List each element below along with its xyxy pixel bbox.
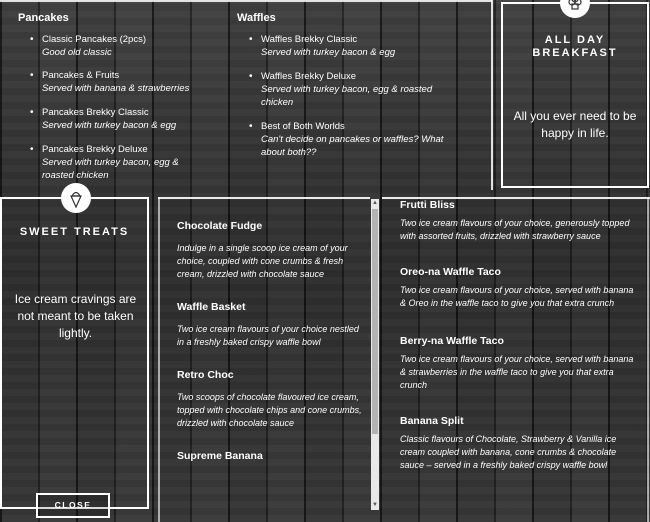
item-name: Supreme Banana bbox=[177, 450, 263, 462]
waffles-list bbox=[249, 33, 459, 170]
item-desc: Served with turkey bacon & egg bbox=[261, 47, 396, 58]
item-desc: Good old classic bbox=[42, 47, 112, 58]
divider bbox=[647, 197, 649, 522]
item-desc: Two ice cream flavours of your choice nestled in a freshly baked crispy waffle bowl bbox=[177, 324, 359, 347]
item-desc: Classic flavours of Chocolate, Strawberry & Vanilla ice cream coupled with banana, cone crumbs & chocolate sauce – served in a freshly baked crispy waffle bowl bbox=[400, 434, 617, 470]
item-name: • Waffles Brekky Deluxe bbox=[261, 71, 357, 82]
pancakes-heading: Pancakes bbox=[18, 12, 69, 24]
item-desc: Served with turkey bacon, egg & roasted chicken bbox=[42, 157, 179, 181]
divider bbox=[158, 197, 370, 199]
divider bbox=[0, 0, 492, 2]
list-item bbox=[400, 265, 640, 310]
list-item bbox=[400, 198, 640, 243]
item-desc: Two ice cream flavours of your choice, served with banana & Oreo in the waffle taco to give you that extra crunch bbox=[400, 285, 634, 308]
item-name: Banana Split bbox=[400, 415, 464, 427]
treats-list-right bbox=[400, 198, 640, 491]
scroll-down-arrow-icon[interactable]: ▼ bbox=[372, 502, 378, 508]
item-desc: Indulge in a single scoop ice cream of your choice, coupled with cone crumbs & fresh cream, drizzled with chocolate sauce bbox=[177, 243, 348, 279]
item-name: Retro Choc bbox=[177, 369, 234, 381]
sweet-panel-title: SWEET TREATS bbox=[19, 226, 130, 238]
item-name: Waffle Basket bbox=[177, 301, 246, 313]
list-item bbox=[249, 70, 459, 109]
item-name: • Pancakes & Fruits bbox=[42, 70, 120, 81]
list-item bbox=[30, 33, 215, 59]
list-item bbox=[177, 219, 365, 281]
item-name: • Classic Pancakes (2pcs) bbox=[42, 34, 147, 45]
list-item bbox=[400, 414, 640, 472]
item-desc: Two scoops of chocolate flavoured ice cream, topped with chocolate chips and cone crumbs, drizzled with chocolate sauce bbox=[177, 392, 362, 428]
scrollbar-thumb[interactable] bbox=[372, 209, 378, 434]
list-item bbox=[400, 334, 640, 392]
list-item bbox=[30, 106, 215, 132]
item-name: • Best of Both Worlds bbox=[261, 121, 345, 132]
list-item bbox=[177, 449, 365, 463]
breakfast-panel bbox=[501, 2, 649, 188]
sweet-panel-tagline: Ice cream cravings are not meant to be taken lightly. bbox=[14, 292, 137, 340]
breakfast-panel-tagline: All you ever need to be happy in life. bbox=[513, 109, 637, 140]
item-desc: Two ice cream flavours of your choice, generously topped with assorted fruits, drizzled with strawberry sauce bbox=[400, 218, 630, 241]
list-item bbox=[249, 120, 459, 159]
list-item bbox=[30, 69, 215, 95]
item-name: • Pancakes Brekky Classic bbox=[42, 107, 149, 118]
item-name: Berry-na Waffle Taco bbox=[400, 335, 504, 347]
pancakes-list bbox=[30, 33, 215, 193]
item-name: • Pancakes Brekky Deluxe bbox=[42, 144, 148, 155]
close-button[interactable]: CLOSE bbox=[36, 493, 110, 518]
ice-cream-icon bbox=[61, 183, 91, 213]
divider bbox=[158, 197, 160, 522]
item-name: Frutti Bliss bbox=[400, 199, 455, 211]
scrollbar[interactable] bbox=[371, 199, 379, 510]
item-name: Chocolate Fudge bbox=[177, 220, 263, 232]
item-name: Oreo-na Waffle Taco bbox=[400, 266, 501, 278]
divider bbox=[491, 0, 493, 190]
waffles-heading: Waffles bbox=[237, 12, 276, 24]
scroll-up-arrow-icon[interactable]: ▲ bbox=[372, 200, 378, 206]
list-item bbox=[249, 33, 459, 59]
breakfast-panel-title: ALL DAY BREAKFAST bbox=[532, 34, 618, 59]
item-desc: Served with turkey bacon, egg & roasted chicken bbox=[261, 84, 433, 108]
item-desc: Served with banana & strawberries bbox=[42, 83, 190, 94]
sweet-treats-panel bbox=[0, 197, 149, 509]
list-item bbox=[177, 300, 365, 349]
item-desc: Two ice cream flavours of your choice, served with banana & strawberries in the waffle taco to give you that extra crunch bbox=[400, 354, 634, 390]
treats-list-left bbox=[177, 219, 365, 482]
list-item bbox=[177, 368, 365, 430]
item-desc: Served with turkey bacon & egg bbox=[42, 120, 177, 131]
item-name: • Waffles Brekky Classic bbox=[261, 34, 358, 45]
item-desc: Can't decide on pancakes or waffles? What about both?? bbox=[261, 134, 444, 158]
list-item bbox=[30, 143, 215, 182]
